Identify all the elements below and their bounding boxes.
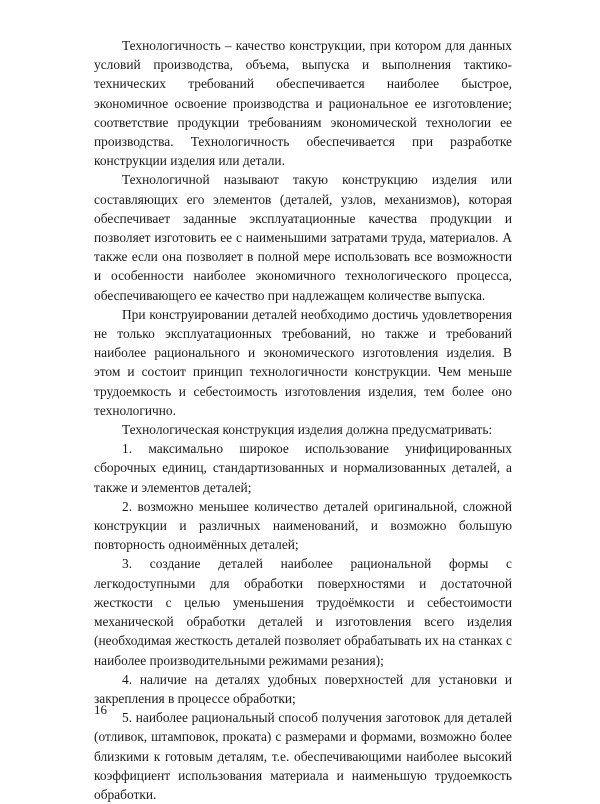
paragraph-list-intro: Технологическая конструкция изделия должна предусматривать: [122,422,493,438]
page-number: 16 [94,702,107,717]
text-column [94,36,512,804]
list-item-1: 1. максимально широкое использование унифицированных сборочных единиц, стандартизованных и нормализованных деталей, а также и элементов деталей; [94,441,512,495]
list-item-4: 4. наличие на деталях удобных поверхностей для установки и закрепления в процессе обработки; [94,671,512,706]
list-item-3: 3. создание деталей наиболее рациональной формы с легкодоступными для обработки поверхностями и достаточной жесткости с целью уменьшения трудоёмкости и себестоимости механической обработки деталей и изготовления всего изделия (необходимая жесткость деталей позволяет обрабатывать их на станках с наиболее производительными режимами резания); [94,556,512,668]
paragraph-technological-design: Технологичной называют такую конструкцию изделия или составляющих его элементов (деталей, узлов, механизмов), которая обеспечивает заданные эксплуатационные качества продукции и позволяет изготовить ее с наименьшими затратами труда, материалов. А также если она позволяет в полной мере использовать все возможности и особенности наиболее экономичного технологического процесса, обеспечивающего ее качество при надлежащем количестве выпуска. [94,172,512,303]
list-item-5: 5. наиболее рациональный способ получения заготовок для деталей (отливок, штамповок, проката) с размерами и формами, возможно более близкими к готовым деталям, т.е. обеспечивающими наиболее высокий коэффициент использования материала и наименьшую трудоемкость обработки. [94,710,512,802]
list-item-2: 2. возможно меньшее количество деталей оригинальной, сложной конструкции и различных наименований, и возможно большую повторность однoимённых деталей; [94,498,512,553]
paragraph-design-principle: При конструировании деталей необходимо достичь удовлетворения не только эксплуатационных требований, но также и требований наиболее рационального и экономического изготовления изделия. В этом и состоит принцип технологичности конструкции. Чем меньше трудоемкость и себестоимость изготовления изделия, тем более оно технологично. [94,306,512,418]
paragraph-definition: Технологичность – качество конструкции, при котором для данных условий производства, объема, выпуска и выполнения тактико-технических требований обеспечивается наиболее быстрое, экономичное освоение производства и рациональное ее изготовление; соответствие продукции требованиям экономической технологии ее производства. Технологичность обеспечивается при разработке конструкции изделия или детали. [94,38,512,169]
